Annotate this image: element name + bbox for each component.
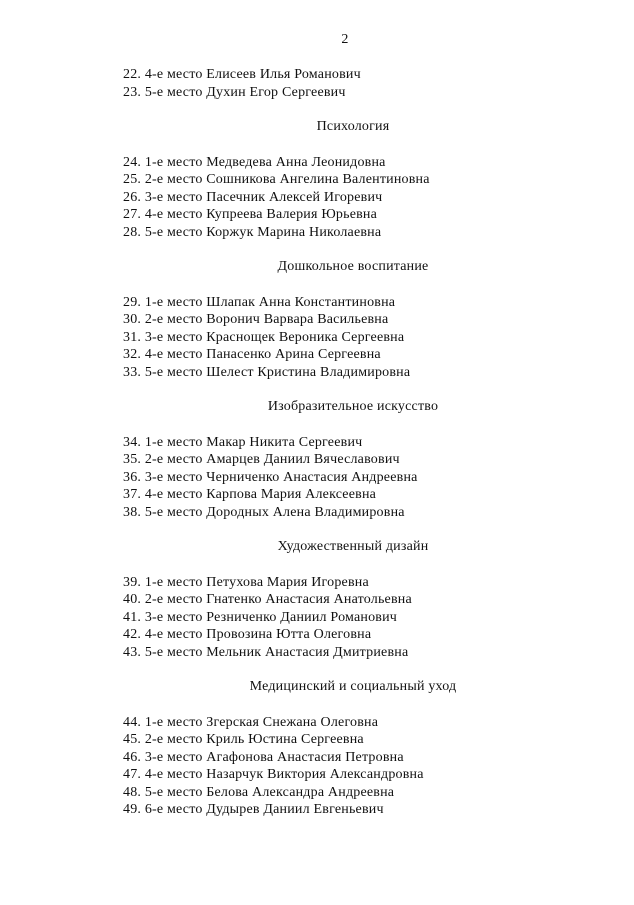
list-item	[123, 364, 543, 382]
list-item	[123, 486, 543, 504]
list-item	[123, 329, 543, 347]
entry-place: 5-е место	[144, 784, 203, 800]
list-item	[123, 66, 543, 84]
section-title: Изобразительное искусство	[267, 399, 439, 414]
entry-place: 4-е место	[144, 487, 203, 502]
section-title: Дошкольное воспитание	[277, 259, 429, 274]
section-title: Художественный дизайн	[277, 539, 429, 554]
list-item	[123, 434, 543, 452]
section-medical-care	[123, 661, 543, 819]
entry-place: 5-е место	[144, 644, 203, 660]
entry-number: 42.	[123, 627, 142, 642]
section-title: Психология	[316, 119, 390, 134]
entry-number: 35.	[123, 452, 142, 467]
entry-number: 49.	[123, 802, 142, 817]
entry-person: Мельник Анастасия Дмитриевна	[206, 644, 409, 660]
list-item	[123, 591, 543, 609]
entry-place: 3-е место	[144, 329, 203, 345]
list-item	[123, 766, 543, 784]
entry-place: 3-е место	[144, 749, 203, 765]
list-item	[123, 504, 543, 522]
entry-place: 5-е место	[144, 224, 203, 240]
entry-place: 5-е место	[144, 364, 203, 380]
entry-place: 5-е место	[144, 504, 203, 520]
entry-place: 2-е место	[144, 172, 203, 187]
entry-place: 4-е место	[144, 207, 203, 222]
entry-person: Провозина Ютта Олеговна	[206, 627, 372, 642]
entry-number: 33.	[123, 364, 142, 380]
list-item	[123, 609, 543, 627]
entry-number: 30.	[123, 312, 142, 327]
list-item	[123, 714, 543, 732]
entry-person: Шелест Кристина Владимировна	[206, 364, 411, 380]
entry-number: 39.	[123, 574, 142, 590]
entry-person: Пасечник Алексей Игоревич	[206, 189, 383, 205]
list-item	[123, 189, 543, 207]
entry-person: Черниченко Анастасия Андреевна	[206, 469, 418, 485]
entry-place: 1-е место	[144, 434, 203, 450]
list-item	[123, 784, 543, 802]
section-art-design	[123, 521, 543, 661]
entry-number: 38.	[123, 504, 142, 520]
entry-place: 4-е место	[144, 767, 203, 782]
entry-number: 31.	[123, 329, 142, 345]
entry-person: Макар Никита Сергеевич	[206, 434, 363, 450]
entry-number: 26.	[123, 189, 142, 205]
entry-number: 32.	[123, 347, 142, 362]
document-body	[123, 66, 543, 819]
entry-place: 4-е место	[144, 347, 203, 362]
page-number: 2	[341, 32, 349, 47]
entry-number: 29.	[123, 294, 142, 310]
entry-person: Дородных Алена Владимировна	[206, 504, 405, 520]
entry-number: 47.	[123, 767, 142, 782]
entry-place: 5-е место	[144, 84, 203, 100]
entry-place: 3-е место	[144, 189, 203, 205]
entry-number: 36.	[123, 469, 142, 485]
entry-place: 1-е место	[144, 574, 203, 590]
entry-person: Агафонова Анастасия Петровна	[206, 749, 404, 765]
list-item	[123, 171, 543, 189]
entry-place: 4-е место	[144, 67, 203, 82]
entry-place: 1-е место	[144, 294, 203, 310]
entry-person: Духин Егор Сергеевич	[206, 84, 346, 100]
entry-person: Шлапак Анна Константиновна	[206, 294, 396, 310]
entry-person: Назарчук Виктория Александровна	[206, 767, 424, 782]
section-preschool	[123, 241, 543, 381]
list-item	[123, 731, 543, 749]
entry-person: Дудырев Даниил Евгеньевич	[206, 802, 384, 817]
entry-person: Коржук Марина Николаевна	[206, 224, 382, 240]
list-item	[123, 84, 543, 102]
entry-number: 22.	[123, 67, 142, 82]
entry-place: 4-е место	[144, 627, 203, 642]
list-item	[123, 224, 543, 242]
entry-number: 34.	[123, 434, 142, 450]
entry-person: Воронич Варвара Васильевна	[206, 312, 389, 327]
entry-number: 48.	[123, 784, 142, 800]
entry-number: 40.	[123, 592, 142, 607]
entry-person: Белова Александра Андреевна	[206, 784, 395, 800]
entry-place: 2-е место	[144, 312, 203, 327]
entry-place: 1-е место	[144, 714, 203, 730]
entry-place: 2-е место	[144, 592, 203, 607]
entry-number: 44.	[123, 714, 142, 730]
entry-place: 2-е место	[144, 452, 203, 467]
list-item	[123, 206, 543, 224]
entry-person: Купреева Валерия Юрьевна	[206, 207, 378, 222]
list-item	[123, 749, 543, 767]
list-item	[123, 801, 543, 819]
section-psychology	[123, 101, 543, 241]
entry-person: Резниченко Даниил Романович	[206, 609, 398, 625]
entry-person: Елисеев Илья Романович	[206, 67, 361, 82]
list-item	[123, 154, 543, 172]
entry-place: 3-е место	[144, 469, 203, 485]
list-item	[123, 626, 543, 644]
entry-person: Сошникова Ангелина Валентиновна	[206, 172, 430, 187]
entry-number: 37.	[123, 487, 142, 502]
entry-place: 3-е место	[144, 609, 203, 625]
list-item	[123, 469, 543, 487]
list-item	[123, 451, 543, 469]
list-item	[123, 294, 543, 312]
section-fine-arts	[123, 381, 543, 521]
list-item	[123, 644, 543, 662]
entry-person: Петухова Мария Игоревна	[206, 574, 369, 590]
entry-person: Криль Юстина Сергеевна	[206, 732, 364, 747]
entry-number: 43.	[123, 644, 142, 660]
entry-number: 27.	[123, 207, 142, 222]
entry-person: Амарцев Даниил Вячеславович	[206, 452, 400, 467]
entry-number: 45.	[123, 732, 142, 747]
entry-number: 28.	[123, 224, 142, 240]
entry-place: 2-е место	[144, 732, 203, 747]
entry-number: 46.	[123, 749, 142, 765]
entry-person: Гнатенко Анастасия Анатольевна	[206, 592, 412, 607]
entry-person: Краснощек Вероника Сергеевна	[206, 329, 405, 345]
entry-number: 25.	[123, 172, 142, 187]
entry-person: Панасенко Арина Сергеевна	[206, 347, 381, 362]
list-item	[123, 311, 543, 329]
entry-place: 1-е место	[144, 154, 203, 170]
list-item	[123, 574, 543, 592]
entry-number: 23.	[123, 84, 142, 100]
entry-person: Карпова Мария Алексеевна	[206, 487, 377, 502]
intro-list	[123, 66, 543, 101]
entry-person: Медведева Анна Леонидовна	[206, 154, 386, 170]
entry-place: 6-е место	[144, 802, 203, 817]
entry-number: 24.	[123, 154, 142, 170]
entry-number: 41.	[123, 609, 142, 625]
entry-person: Згерская Снежана Олеговна	[206, 714, 379, 730]
section-title: Медицинский и социальный уход	[249, 679, 457, 694]
list-item	[123, 346, 543, 364]
